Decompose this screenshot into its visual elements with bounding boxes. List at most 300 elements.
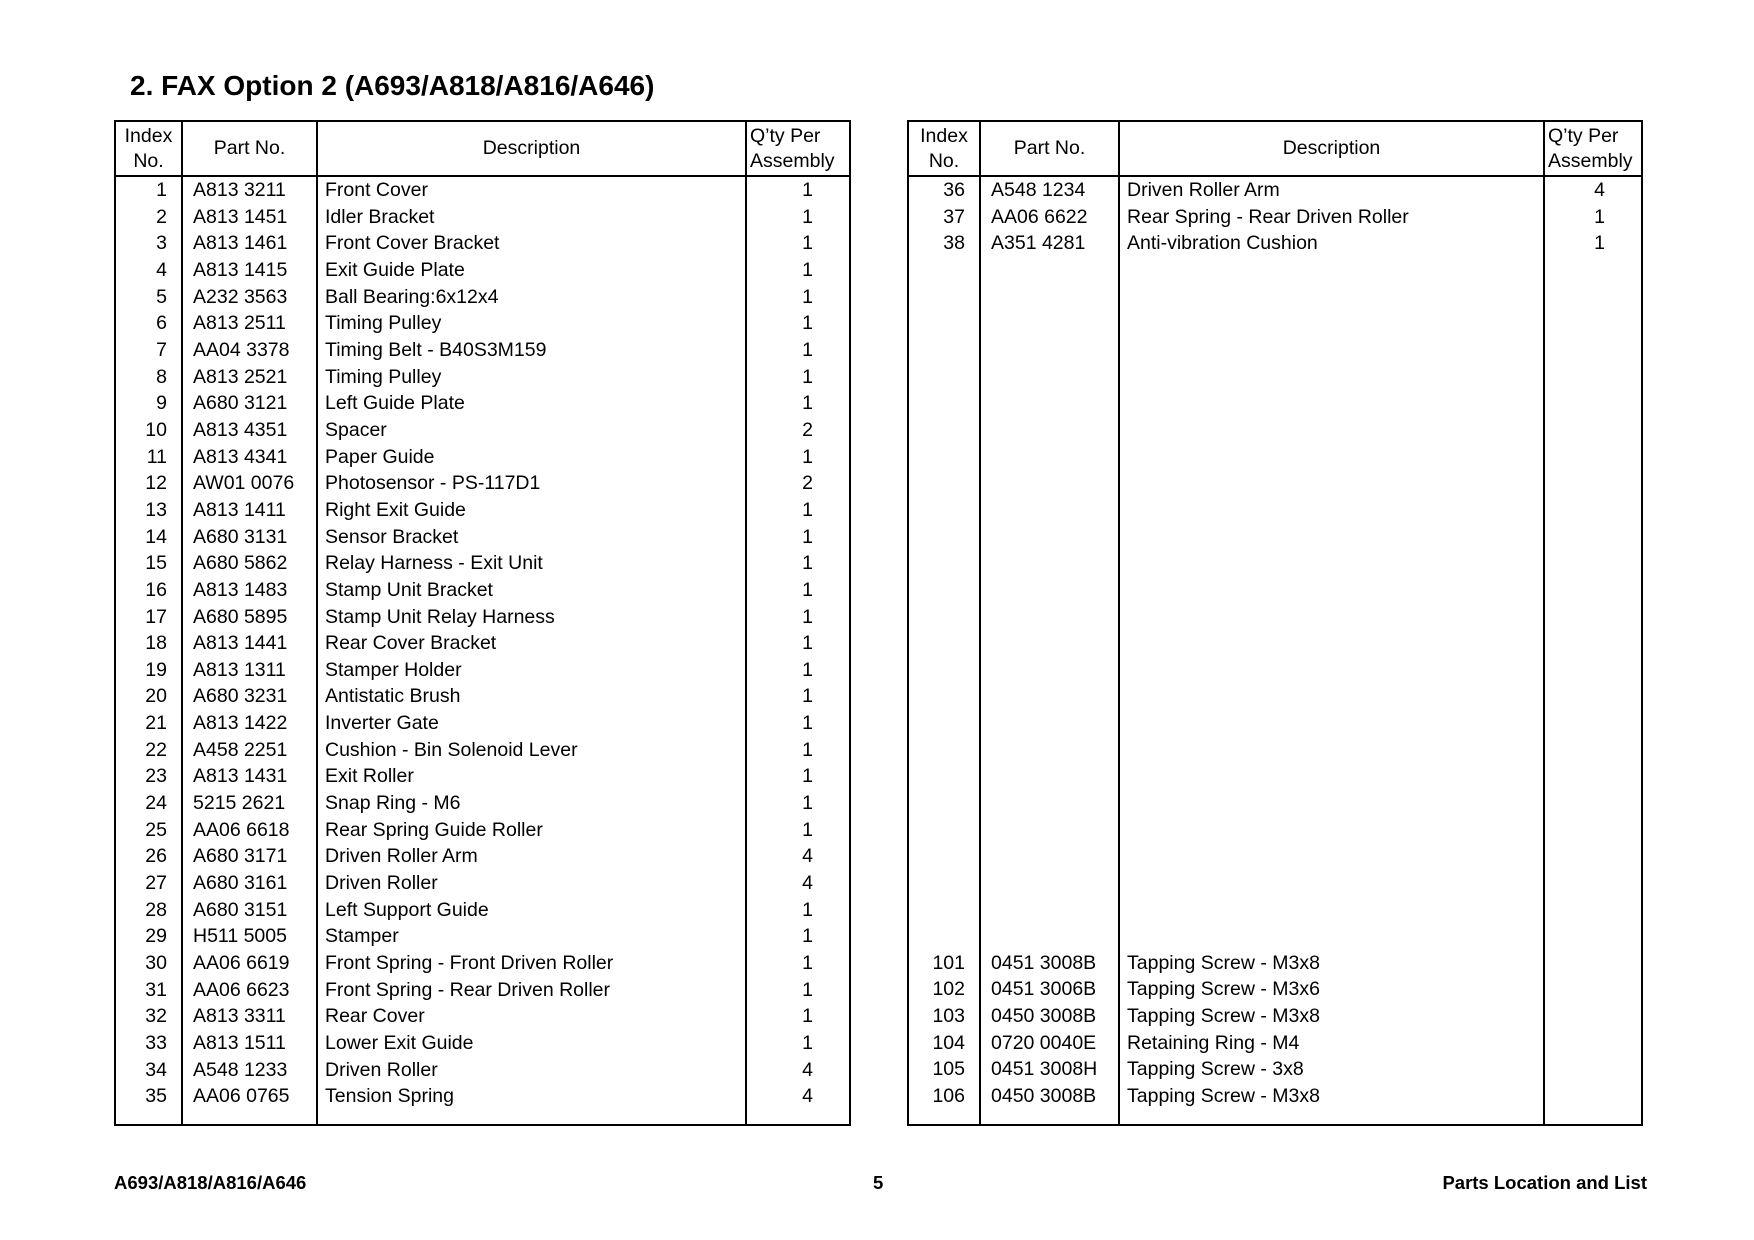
- cell-description: Left Support Guide: [317, 897, 746, 924]
- cell-description: Stamper: [317, 923, 746, 950]
- table-row: [908, 1030, 1642, 1057]
- cell-part-no: [980, 390, 1119, 417]
- cell-qty: [1544, 603, 1642, 630]
- cell-qty: 2: [746, 417, 850, 444]
- cell-index: [908, 257, 980, 284]
- cell-index: [908, 390, 980, 417]
- table-row: [115, 977, 850, 1004]
- cell-index: [908, 896, 980, 923]
- cell-index: 15: [145, 552, 167, 575]
- footer-page-number: 5: [873, 1172, 884, 1193]
- cell-index: 23: [145, 765, 167, 788]
- cell-qty: 4: [1544, 176, 1642, 204]
- table-header-row: [908, 121, 1642, 176]
- cell-part-no: A351 4281: [980, 230, 1119, 257]
- cell-index: 105: [932, 1058, 965, 1081]
- table-row: [115, 817, 850, 844]
- cell-qty: [1544, 870, 1642, 897]
- cell-description: [1119, 923, 1544, 950]
- table-row: [115, 1030, 850, 1057]
- table-row: [908, 204, 1642, 231]
- cell-description: [1119, 737, 1544, 764]
- cell-qty: [1544, 497, 1642, 524]
- cell-part-no: AA06 6619: [182, 950, 317, 977]
- table-row: [908, 976, 1642, 1003]
- cell-part-no: 5215 2621: [182, 790, 317, 817]
- cell-description: [1119, 523, 1544, 550]
- cell-qty: [1544, 1003, 1642, 1030]
- cell-part-no: [980, 310, 1119, 337]
- cell-part-no: [980, 683, 1119, 710]
- cell-description: Tapping Screw - M3x8: [1119, 1003, 1544, 1030]
- cell-description: Stamper Holder: [317, 657, 746, 684]
- cell-description: Antistatic Brush: [317, 683, 746, 710]
- table-row: [115, 737, 850, 764]
- cell-qty: [1544, 1056, 1642, 1083]
- cell-description: Idler Bracket: [317, 204, 746, 231]
- cell-qty: 4: [746, 870, 850, 897]
- cell-part-no: A813 1511: [182, 1030, 317, 1057]
- cell-qty: [1544, 976, 1642, 1003]
- cell-index: 4: [156, 258, 167, 281]
- cell-description: Left Guide Plate: [317, 390, 746, 417]
- cell-qty: [1544, 843, 1642, 870]
- cell-qty: 1: [746, 1030, 850, 1057]
- cell-description: Sensor Bracket: [317, 524, 746, 551]
- cell-index: [908, 497, 980, 524]
- cell-qty: 1: [746, 950, 850, 977]
- cell-qty: [1544, 550, 1642, 577]
- cell-description: Photosensor - PS-117D1: [317, 470, 746, 497]
- cell-index: [908, 443, 980, 470]
- cell-qty: 1: [1544, 230, 1642, 257]
- cell-part-no: A813 4351: [182, 417, 317, 444]
- cell-description: Driven Roller: [317, 870, 746, 897]
- cell-qty: [1544, 443, 1642, 470]
- cell-part-no: [980, 896, 1119, 923]
- cell-part-no: A680 3121: [182, 390, 317, 417]
- cell-index: [908, 923, 980, 950]
- table-row: [908, 257, 1642, 284]
- cell-index: [908, 284, 980, 311]
- cell-part-no: [980, 657, 1119, 684]
- cell-description: [1119, 630, 1544, 657]
- cell-part-no: [980, 523, 1119, 550]
- cell-description: Inverter Gate: [317, 710, 746, 737]
- cell-description: Front Spring - Rear Driven Roller: [317, 977, 746, 1004]
- table-row: [115, 230, 850, 257]
- cell-index: [908, 843, 980, 870]
- table-row: [115, 417, 850, 444]
- table-row: [908, 577, 1642, 604]
- cell-index: 35: [145, 1085, 167, 1108]
- cell-qty: 4: [746, 1083, 850, 1110]
- cell-part-no: [980, 470, 1119, 497]
- cell-qty: 1: [746, 977, 850, 1004]
- cell-index: 6: [156, 312, 167, 335]
- table-row: [115, 1083, 850, 1110]
- cell-part-no: [980, 284, 1119, 311]
- cell-index: 10: [145, 418, 167, 441]
- table-row: [908, 737, 1642, 764]
- cell-qty: 1: [746, 390, 850, 417]
- cell-qty: [1544, 310, 1642, 337]
- table-row: [908, 230, 1642, 257]
- cell-description: Tapping Screw - M3x8: [1119, 1083, 1544, 1110]
- header-part-no: Part No.: [182, 121, 317, 176]
- table-row: [115, 950, 850, 977]
- cell-index: 22: [145, 738, 167, 761]
- cell-description: Tapping Screw - 3x8: [1119, 1056, 1544, 1083]
- table-row: [115, 657, 850, 684]
- cell-description: Exit Guide Plate: [317, 257, 746, 284]
- table-row: [908, 176, 1642, 204]
- cell-description: [1119, 390, 1544, 417]
- cell-qty: 1: [746, 710, 850, 737]
- cell-description: [1119, 603, 1544, 630]
- cell-part-no: A680 3161: [182, 870, 317, 897]
- cell-part-no: A813 1431: [182, 763, 317, 790]
- table-row: [115, 604, 850, 631]
- cell-part-no: 0720 0040E: [980, 1030, 1119, 1057]
- cell-index: 8: [156, 365, 167, 388]
- cell-description: Timing Pulley: [317, 310, 746, 337]
- cell-index: 34: [145, 1058, 167, 1081]
- table-row: [908, 550, 1642, 577]
- cell-description: Timing Pulley: [317, 364, 746, 391]
- table-row: [908, 603, 1642, 630]
- cell-part-no: A813 1483: [182, 577, 317, 604]
- cell-description: Front Cover Bracket: [317, 230, 746, 257]
- cell-qty: 1: [746, 444, 850, 471]
- cell-index: [908, 683, 980, 710]
- cell-index: 30: [145, 952, 167, 975]
- cell-part-no: AA06 6618: [182, 817, 317, 844]
- cell-description: [1119, 763, 1544, 790]
- table-row: [115, 176, 850, 204]
- cell-qty: 1: [746, 1003, 850, 1030]
- cell-part-no: 0450 3008B: [980, 1083, 1119, 1110]
- cell-description: Cushion - Bin Solenoid Lever: [317, 737, 746, 764]
- table-row: [115, 550, 850, 577]
- cell-part-no: [980, 443, 1119, 470]
- table-row: [908, 1083, 1642, 1110]
- cell-qty: [1544, 417, 1642, 444]
- cell-part-no: A548 1233: [182, 1057, 317, 1084]
- cell-description: Rear Spring - Rear Driven Roller: [1119, 204, 1544, 231]
- cell-index: 1: [156, 179, 167, 201]
- table-row: [115, 1003, 850, 1030]
- table-row: [908, 710, 1642, 737]
- cell-qty: 1: [746, 790, 850, 817]
- table-row: [908, 337, 1642, 364]
- cell-index: [908, 603, 980, 630]
- cell-qty: [1544, 630, 1642, 657]
- cell-index: 24: [145, 792, 167, 815]
- cell-qty: 1: [746, 257, 850, 284]
- cell-index: 33: [145, 1032, 167, 1054]
- cell-index: 27: [145, 872, 167, 895]
- header-index: Index No.: [908, 121, 980, 176]
- cell-qty: [1544, 737, 1642, 764]
- cell-index: 37: [943, 205, 965, 228]
- cell-description: Front Cover: [317, 176, 746, 204]
- cell-description: Tapping Screw - M3x8: [1119, 950, 1544, 977]
- cell-description: [1119, 364, 1544, 391]
- cell-part-no: A680 5862: [182, 550, 317, 577]
- cell-description: Retaining Ring - M4: [1119, 1030, 1544, 1057]
- cell-part-no: A813 1422: [182, 710, 317, 737]
- cell-part-no: [980, 630, 1119, 657]
- table-row: [115, 364, 850, 391]
- table-row: [115, 630, 850, 657]
- cell-part-no: A813 1451: [182, 204, 317, 231]
- cell-part-no: A813 3311: [182, 1003, 317, 1030]
- cell-qty: 2: [746, 470, 850, 497]
- cell-qty: [1544, 950, 1642, 977]
- cell-description: Front Spring - Front Driven Roller: [317, 950, 746, 977]
- cell-index: 29: [145, 925, 167, 948]
- cell-description: [1119, 257, 1544, 284]
- header-description: Description: [317, 121, 746, 176]
- cell-index: [908, 470, 980, 497]
- cell-part-no: A813 1441: [182, 630, 317, 657]
- cell-index: [908, 364, 980, 391]
- table-bottom-padding: [908, 1110, 1642, 1125]
- parts-table-right: [907, 120, 1643, 1126]
- cell-index: [908, 816, 980, 843]
- table-row: [908, 630, 1642, 657]
- cell-part-no: [980, 550, 1119, 577]
- cell-part-no: AA04 3378: [182, 337, 317, 364]
- cell-index: 2: [156, 205, 167, 228]
- cell-index: 19: [145, 658, 167, 681]
- table-row: [908, 364, 1642, 391]
- cell-index: [908, 870, 980, 897]
- table-row: [115, 204, 850, 231]
- cell-part-no: [980, 337, 1119, 364]
- cell-qty: 1: [746, 604, 850, 631]
- cell-qty: [1544, 657, 1642, 684]
- cell-description: Driven Roller Arm: [317, 843, 746, 870]
- cell-qty: 1: [746, 577, 850, 604]
- cell-qty: [1544, 257, 1642, 284]
- cell-part-no: AA06 6622: [980, 204, 1119, 231]
- cell-description: Rear Spring Guide Roller: [317, 817, 746, 844]
- cell-qty: 1: [746, 176, 850, 204]
- cell-index: [908, 550, 980, 577]
- cell-description: Tension Spring: [317, 1083, 746, 1110]
- cell-part-no: A680 3231: [182, 683, 317, 710]
- cell-description: Driven Roller Arm: [1119, 176, 1544, 204]
- cell-qty: [1544, 577, 1642, 604]
- cell-qty: [1544, 1030, 1642, 1057]
- cell-part-no: A680 3171: [182, 843, 317, 870]
- cell-index: 5: [156, 285, 167, 308]
- cell-index: 18: [145, 632, 167, 655]
- cell-description: Paper Guide: [317, 444, 746, 471]
- cell-qty: [1544, 364, 1642, 391]
- table-row: [115, 524, 850, 551]
- table-row: [908, 523, 1642, 550]
- cell-qty: 1: [746, 550, 850, 577]
- cell-description: Spacer: [317, 417, 746, 444]
- cell-part-no: AA06 6623: [182, 977, 317, 1004]
- table-row: [908, 950, 1642, 977]
- cell-index: 38: [943, 232, 965, 255]
- table-row: [115, 337, 850, 364]
- table-row: [908, 310, 1642, 337]
- table-row: [908, 870, 1642, 897]
- cell-index: 32: [145, 1005, 167, 1028]
- table-row: [115, 284, 850, 311]
- table-row: [908, 417, 1642, 444]
- cell-index: 13: [145, 498, 167, 521]
- cell-qty: [1544, 523, 1642, 550]
- cell-index: 9: [156, 392, 167, 415]
- parts-table-left: [114, 120, 851, 1126]
- table-row: [115, 310, 850, 337]
- cell-description: Anti-vibration Cushion: [1119, 230, 1544, 257]
- cell-index: 101: [932, 951, 965, 974]
- cell-qty: [1544, 923, 1642, 950]
- table-row: [908, 1056, 1642, 1083]
- cell-description: Stamp Unit Bracket: [317, 577, 746, 604]
- cell-part-no: [980, 923, 1119, 950]
- cell-qty: [1544, 284, 1642, 311]
- cell-index: 11: [146, 445, 167, 468]
- cell-part-no: [980, 843, 1119, 870]
- cell-index: 12: [145, 472, 167, 495]
- cell-description: [1119, 470, 1544, 497]
- cell-description: [1119, 550, 1544, 577]
- cell-index: [908, 763, 980, 790]
- cell-qty: [1544, 816, 1642, 843]
- table-row: [908, 843, 1642, 870]
- table-row: [908, 763, 1642, 790]
- cell-qty: 1: [746, 524, 850, 551]
- table-row: [908, 657, 1642, 684]
- cell-part-no: [980, 737, 1119, 764]
- cell-index: 36: [943, 179, 965, 201]
- table-row: [908, 683, 1642, 710]
- footer-section: Parts Location and List: [1442, 1172, 1647, 1193]
- cell-description: Exit Roller: [317, 763, 746, 790]
- cell-part-no: [980, 870, 1119, 897]
- cell-qty: [1544, 710, 1642, 737]
- cell-description: [1119, 870, 1544, 897]
- table-row: [908, 816, 1642, 843]
- cell-description: Right Exit Guide: [317, 497, 746, 524]
- table-body-right: [908, 176, 1642, 1125]
- cell-qty: 1: [746, 230, 850, 257]
- cell-qty: 1: [746, 683, 850, 710]
- cell-part-no: A813 2511: [182, 310, 317, 337]
- table-row: [115, 1057, 850, 1084]
- cell-index: [908, 737, 980, 764]
- cell-description: [1119, 896, 1544, 923]
- footer-model: A693/A818/A816/A646: [114, 1172, 307, 1193]
- cell-qty: [1544, 390, 1642, 417]
- cell-qty: 1: [746, 630, 850, 657]
- cell-index: [908, 657, 980, 684]
- cell-description: Rear Cover: [317, 1003, 746, 1030]
- cell-part-no: A813 3211: [182, 176, 317, 204]
- cell-index: [908, 310, 980, 337]
- cell-index: 103: [932, 1004, 965, 1027]
- cell-qty: [1544, 763, 1642, 790]
- cell-qty: 1: [746, 657, 850, 684]
- table-row: [908, 390, 1642, 417]
- table-row: [115, 444, 850, 471]
- cell-description: [1119, 843, 1544, 870]
- cell-part-no: [980, 417, 1119, 444]
- cell-description: Stamp Unit Relay Harness: [317, 604, 746, 631]
- table-row: [908, 790, 1642, 817]
- table-bottom-padding: [115, 1110, 850, 1125]
- cell-part-no: A813 4341: [182, 444, 317, 471]
- header-index: Index No.: [115, 121, 182, 176]
- table-row: [908, 923, 1642, 950]
- cell-part-no: A813 1411: [182, 497, 317, 524]
- cell-index: 17: [145, 605, 167, 628]
- cell-description: [1119, 337, 1544, 364]
- cell-description: [1119, 284, 1544, 311]
- cell-description: [1119, 657, 1544, 684]
- cell-part-no: A813 2521: [182, 364, 317, 391]
- cell-index: [908, 577, 980, 604]
- cell-part-no: 0451 3008B: [980, 950, 1119, 977]
- cell-description: [1119, 577, 1544, 604]
- cell-index: 104: [932, 1031, 965, 1054]
- cell-qty: 1: [746, 204, 850, 231]
- cell-part-no: [980, 710, 1119, 737]
- cell-part-no: 0451 3008H: [980, 1056, 1119, 1083]
- cell-qty: 1: [746, 337, 850, 364]
- cell-index: [908, 337, 980, 364]
- table-row: [115, 870, 850, 897]
- cell-description: Ball Bearing:6x12x4: [317, 284, 746, 311]
- table-header-row: [115, 121, 850, 176]
- table-row: [115, 577, 850, 604]
- cell-index: 7: [156, 338, 167, 361]
- cell-qty: [1544, 683, 1642, 710]
- cell-part-no: [980, 816, 1119, 843]
- cell-description: [1119, 417, 1544, 444]
- cell-part-no: A680 3151: [182, 897, 317, 924]
- cell-part-no: A813 1311: [182, 657, 317, 684]
- cell-part-no: [980, 497, 1119, 524]
- cell-description: Tapping Screw - M3x6: [1119, 976, 1544, 1003]
- cell-index: [908, 417, 980, 444]
- cell-part-no: A548 1234: [980, 176, 1119, 204]
- cell-qty: 4: [746, 1057, 850, 1084]
- cell-description: Lower Exit Guide: [317, 1030, 746, 1057]
- cell-description: [1119, 710, 1544, 737]
- cell-qty: 1: [1544, 204, 1642, 231]
- cell-qty: 1: [746, 923, 850, 950]
- cell-index: 31: [145, 978, 167, 1001]
- cell-index: 26: [145, 845, 167, 868]
- table-row: [115, 897, 850, 924]
- cell-description: Driven Roller: [317, 1057, 746, 1084]
- cell-qty: 1: [746, 284, 850, 311]
- cell-description: [1119, 683, 1544, 710]
- cell-part-no: [980, 577, 1119, 604]
- cell-qty: 1: [746, 737, 850, 764]
- cell-qty: 1: [746, 897, 850, 924]
- cell-index: 14: [145, 525, 167, 548]
